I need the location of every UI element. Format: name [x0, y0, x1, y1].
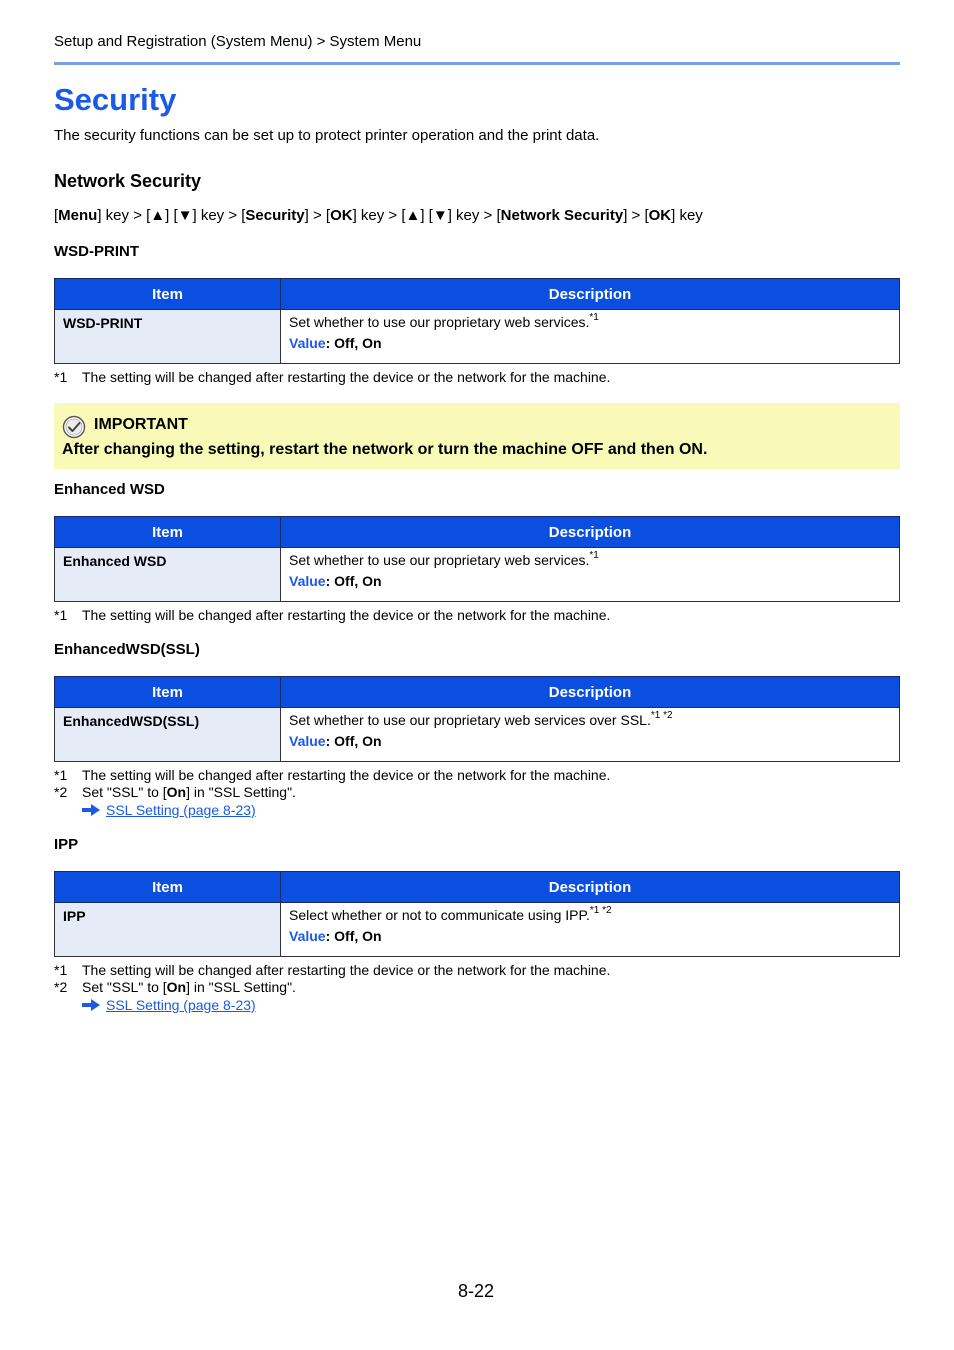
- page-title: Security: [54, 82, 177, 117]
- footnote-ref: *1 *2: [589, 905, 612, 916]
- page-number: 8-22: [458, 1281, 495, 1301]
- item-cell: Enhanced WSD: [55, 548, 281, 602]
- table-row: [55, 903, 900, 957]
- section-title: Network Security: [54, 171, 202, 191]
- settings-table-wsd-print: [54, 278, 900, 364]
- footnote-mark: *1: [54, 607, 68, 623]
- important-label: IMPORTANT: [94, 416, 188, 433]
- description-cell: [281, 548, 900, 602]
- column-header-description: Description: [281, 677, 900, 708]
- value-options: : Off, On: [325, 733, 382, 749]
- table-row: [55, 548, 900, 602]
- footnote-bold: On: [166, 979, 187, 995]
- item-cell: EnhancedWSD(SSL): [55, 708, 281, 762]
- footnote-text: Set "SSL" to [: [82, 784, 167, 800]
- cross-reference: [82, 802, 256, 818]
- column-header-description: Description: [281, 872, 900, 903]
- ssl-setting-link[interactable]: SSL Setting (page 8-23): [106, 802, 256, 818]
- footnote-mark: *2: [54, 784, 68, 800]
- arrow-right-icon: [82, 804, 100, 816]
- footnote-mark: *1: [54, 962, 68, 978]
- menu-navigation-path: [54, 207, 703, 224]
- item-cell: WSD-PRINT: [55, 310, 281, 364]
- arrow-right-icon: [82, 999, 100, 1011]
- footnote-text: ] in "SSL Setting".: [186, 979, 296, 995]
- table-row: [55, 708, 900, 762]
- footnote: [54, 369, 610, 385]
- footnote-text: The setting will be changed after restarting the device or the network for the machine.: [82, 962, 611, 978]
- footnote: [54, 962, 610, 978]
- column-header-item: Item: [55, 872, 281, 903]
- subsection-heading-enhanced-wsd: Enhanced WSD: [54, 481, 165, 498]
- value-options: : Off, On: [325, 928, 382, 944]
- description-text: Select whether or not to communicate using IPP.: [289, 907, 590, 923]
- value-label: Value: [289, 573, 326, 589]
- important-notice: [54, 403, 900, 469]
- header-divider: [54, 62, 900, 65]
- subsection-heading-ipp: IPP: [54, 836, 79, 853]
- nav-path-text: ] > [: [304, 207, 331, 224]
- footnote-ref: *1: [589, 312, 599, 323]
- description-text: Set whether to use our proprietary web services over SSL.: [289, 712, 651, 728]
- footnote-ref: *1 *2: [650, 710, 673, 721]
- footnote: [54, 767, 610, 783]
- footnote-mark: *1: [54, 767, 68, 783]
- column-header-item: Item: [55, 517, 281, 548]
- column-header-description: Description: [281, 517, 900, 548]
- value-label: Value: [289, 335, 326, 351]
- description-cell: [281, 708, 900, 762]
- description-text: Set whether to use our proprietary web services.: [289, 552, 590, 568]
- nav-key-menu: Menu: [58, 207, 98, 224]
- nav-key-network-security: Network Security: [500, 207, 624, 224]
- nav-path-text: ] key > [▲] [▼] key > [: [97, 207, 246, 224]
- footnote: [54, 607, 610, 623]
- column-header-item: Item: [55, 677, 281, 708]
- footnote-bold: On: [166, 784, 187, 800]
- nav-key-ok: OK: [330, 207, 353, 224]
- value-options: : Off, On: [325, 335, 382, 351]
- table-row: [55, 310, 900, 364]
- footnote-text: ] in "SSL Setting".: [186, 784, 296, 800]
- check-circle-icon: [62, 415, 86, 439]
- description-text: Set whether to use our proprietary web services.: [289, 314, 590, 330]
- intro-text: The security functions can be set up to protect printer operation and the print data.: [54, 127, 600, 144]
- footnote-text: Set "SSL" to [: [82, 979, 167, 995]
- subsection-heading-enhanced-wsd-ssl: EnhancedWSD(SSL): [54, 641, 200, 658]
- value-label: Value: [289, 928, 326, 944]
- column-header-item: Item: [55, 279, 281, 310]
- subsection-heading-wsd-print: WSD-PRINT: [54, 243, 139, 260]
- value-label: Value: [289, 733, 326, 749]
- nav-path-text: ] > [: [623, 207, 649, 224]
- nav-key-security: Security: [245, 207, 305, 224]
- footnote-mark: *2: [54, 979, 68, 995]
- settings-table-enhanced-wsd-ssl: [54, 676, 900, 762]
- settings-table-ipp: [54, 871, 900, 957]
- description-cell: [281, 903, 900, 957]
- footnote: [54, 784, 296, 800]
- footnote-mark: *1: [54, 369, 68, 385]
- nav-path-text: [: [54, 207, 59, 224]
- description-cell: [281, 310, 900, 364]
- nav-path-text: ] key > [▲] [▼] key > [: [352, 207, 501, 224]
- cross-reference: [82, 997, 256, 1013]
- nav-path-text: ] key: [671, 207, 703, 224]
- item-cell: IPP: [55, 903, 281, 957]
- footnote-text: The setting will be changed after restarting the device or the network for the machine.: [82, 369, 611, 385]
- ssl-setting-link[interactable]: SSL Setting (page 8-23): [106, 997, 256, 1013]
- important-text: After changing the setting, restart the network or turn the machine OFF and then ON.: [62, 441, 708, 458]
- breadcrumb: Setup and Registration (System Menu) > System Menu: [54, 33, 422, 50]
- footnote-text: The setting will be changed after restarting the device or the network for the machine.: [82, 767, 611, 783]
- footnote-ref: *1: [589, 550, 599, 561]
- settings-table-enhanced-wsd: [54, 516, 900, 602]
- value-options: : Off, On: [325, 573, 382, 589]
- footnote-text: The setting will be changed after restarting the device or the network for the machine.: [82, 607, 611, 623]
- footnote: [54, 979, 296, 995]
- column-header-description: Description: [281, 279, 900, 310]
- nav-key-ok: OK: [648, 207, 672, 224]
